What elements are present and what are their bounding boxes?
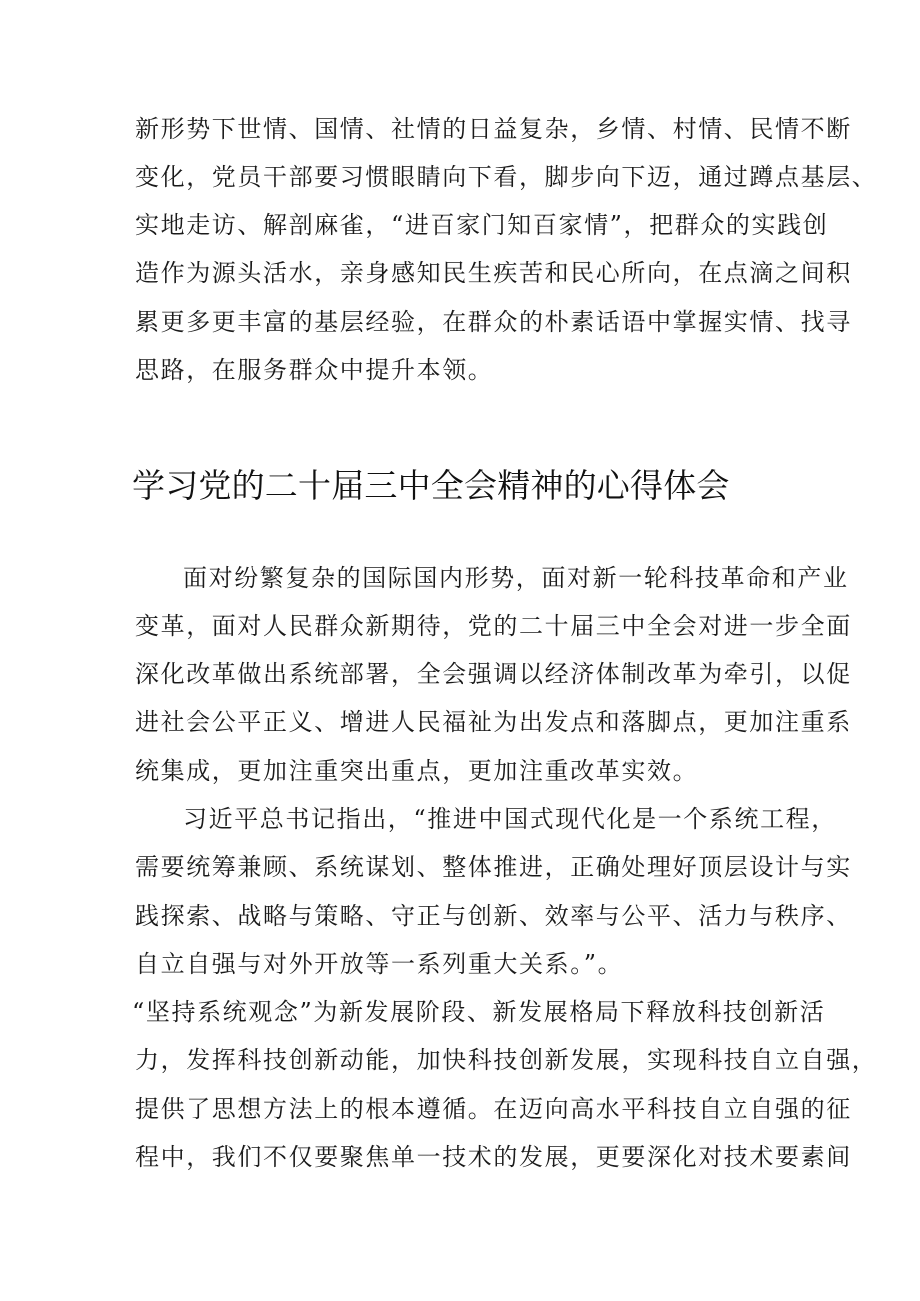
paragraph-2-line: 进社会公平正义、增进人民福祉为出发点和落脚点，更加注重系 [135,708,852,736]
paragraph-4-line: 程中，我们不仅要聚焦单一技术的发展，更要深化对技术要素间 [135,1143,852,1171]
paragraph-3-line: 自立自强与对外开放等一系列重大关系。”。 [135,950,624,978]
paragraph-3-line: 践探索、战略与策略、守正与创新、效率与公平、活力与秩序、 [135,902,852,930]
paragraph-1-line: 累更多更丰富的基层经验，在群众的朴素话语中掌握实情、找寻 [135,308,852,336]
section-heading: 学习党的二十届三中全会精神的心得体会 [132,466,730,505]
paragraph-1-line: 思路，在服务群众中提升本领。 [135,356,494,384]
paragraph-4-line: 力，发挥科技创新动能，加快科技创新发展，实现科技自立自强， [135,1046,878,1074]
paragraph-1-line: 新形势下世情、国情、社情的日益复杂，乡情、村情、民情不断 [135,115,852,143]
paragraph-1-line: 造作为源头活水，亲身感知民生疾苦和民心所向，在点滴之间积 [135,259,852,287]
paragraph-4-line: “坚持系统观念”为新发展阶段、新发展格局下释放科技创新活 [132,998,826,1026]
paragraph-1-line: 实地走访、解剖麻雀，“进百家门知百家情”，把群众的实践创 [135,211,829,239]
paragraph-2-line: 统集成，更加注重突出重点，更加注重改革实效。 [135,757,699,785]
paragraph-3-line: 需要统筹兼顾、系统谋划、整体推进，正确处理好顶层设计与实 [135,853,852,881]
paragraph-1-line: 变化，党员干部要习惯眼睛向下看，脚步向下迈，通过蹲点基层、 [135,163,878,191]
paragraph-4-line: 提供了思想方法上的根本遵循。在迈向高水平科技自立自强的征 [135,1095,852,1123]
paragraph-2-line: 面对纷繁复杂的国际国内形势，面对新一轮科技革命和产业 [183,564,849,592]
paragraph-2-line: 变革，面对人民群众新期待，党的二十届三中全会对进一步全面 [135,612,852,640]
paragraph-2-line: 深化改革做出系统部署，全会强调以经济体制改革为牵引，以促 [135,660,852,688]
paragraph-3-line: 习近平总书记指出，“推进中国式现代化是一个系统工程， [183,805,837,833]
